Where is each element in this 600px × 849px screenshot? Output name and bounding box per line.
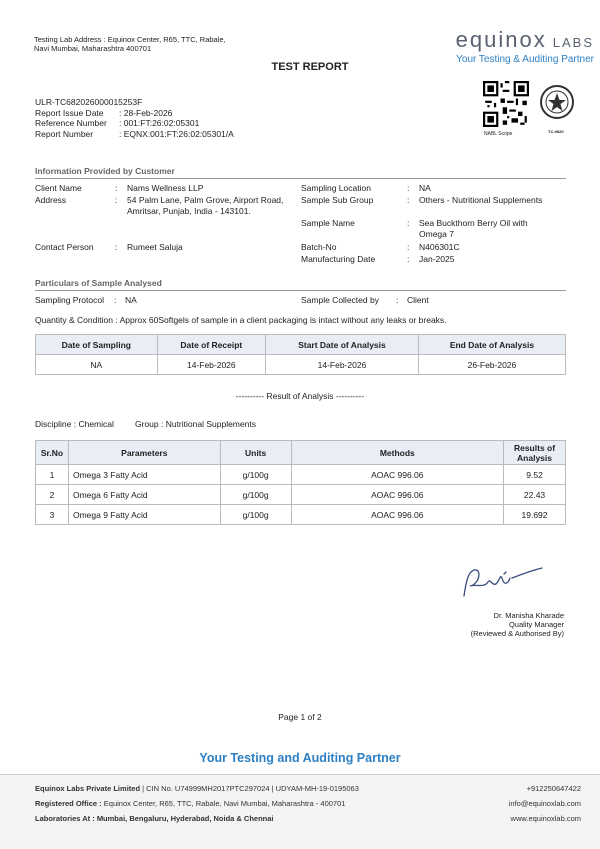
sample-sub-group-value: Others - Nutritional Supplements	[419, 195, 543, 205]
manufacturing-date-label: Manufacturing Date	[301, 254, 376, 264]
colon: :	[407, 254, 410, 264]
issue-date-value: : 28-Feb-2026	[119, 107, 173, 118]
table-cell: 14-Feb-2026	[157, 355, 266, 375]
client-name-value: Nams Wellness LLP	[127, 183, 204, 193]
footer-website[interactable]: www.equinoxlab.com	[510, 814, 581, 823]
particulars-section-heading: Particulars of Sample Analysed	[35, 278, 162, 288]
footer-company-name: Equinox Labs Private Limited	[35, 784, 141, 793]
dates-table	[35, 334, 566, 375]
table-row	[36, 465, 566, 485]
sample-name-line-1: Sea Buckthorn Berry Oil with	[419, 218, 528, 228]
colon: :	[114, 295, 117, 305]
seal-caption: TC-9820	[548, 129, 564, 134]
table-cell: Omega 3 Fatty Acid	[68, 465, 220, 485]
sampling-location-label: Sampling Location	[301, 183, 371, 193]
ulr-number: ULR-TC682026000015253F	[35, 97, 143, 107]
table-row	[36, 505, 566, 525]
table-cell: 3	[36, 505, 69, 525]
table-cell: AOAC 996.06	[291, 485, 504, 505]
signatory-role: Quality Manager	[508, 620, 564, 629]
table-header: Methods	[291, 441, 504, 465]
sample-collected-label: Sample Collected by	[301, 295, 379, 305]
address-line-1: 54 Palm Lane, Palm Grove, Airport Road,	[127, 195, 284, 205]
colon: :	[407, 183, 410, 193]
signatory-block	[471, 611, 564, 638]
batch-no-value: N406301C	[419, 242, 460, 252]
colon: :	[407, 242, 410, 252]
table-header: End Date of Analysis	[418, 335, 565, 355]
footer-office-label: Registered Office :	[35, 799, 102, 808]
contact-person-value: Rumeet Saluja	[127, 242, 183, 252]
report-number-label: Report Number	[35, 128, 94, 139]
sample-name-line-2: Omega 7	[419, 229, 454, 239]
results-table	[35, 440, 566, 525]
footer-office-address: Equinox Center, R65, TTC, Rabale, Navi Mumbai, Maharashtra - 400701	[101, 799, 346, 808]
table-header: Date of Sampling	[36, 335, 158, 355]
sample-collected-value: Client	[407, 295, 429, 305]
sampling-protocol-value: NA	[125, 295, 137, 305]
lab-address: Testing Lab Address : Equinox Center, R65, TTC, Rabale, Navi Mumbai, Maharashtra 400701	[34, 35, 226, 53]
table-cell: 22.43	[504, 485, 566, 505]
issue-date-label: Report Issue Date	[35, 107, 104, 118]
table-row	[36, 355, 566, 375]
table-cell: Omega 6 Fatty Acid	[68, 485, 220, 505]
table-cell: g/100g	[220, 485, 291, 505]
reference-value: : 001:FT:26:02:05301	[119, 118, 200, 128]
colon: :	[407, 195, 410, 205]
customer-section-heading: Information Provided by Customer	[35, 166, 175, 176]
address-line-2: Amritsar, Punjab, India - 143101.	[127, 206, 251, 216]
table-header: Sr.No	[36, 441, 69, 465]
sampling-location-value: NA	[419, 183, 431, 193]
footer-tagline: Your Testing and Auditing Partner	[199, 751, 401, 765]
table-cell: AOAC 996.06	[291, 465, 504, 485]
table-header: Results of Analysis	[504, 441, 566, 465]
logo-tagline: Your Testing & Auditing Partner	[456, 54, 594, 65]
client-name-label: Client Name	[35, 183, 82, 193]
address-label: Address	[35, 195, 67, 205]
table-row	[36, 485, 566, 505]
table-header: Units	[220, 441, 291, 465]
discipline: Discipline : Chemical	[35, 419, 114, 429]
table-header: Parameters	[68, 441, 220, 465]
table-header: Date of Receipt	[157, 335, 266, 355]
table-cell: g/100g	[220, 505, 291, 525]
page-title: TEST REPORT	[271, 61, 349, 73]
logo-name: equinox	[455, 27, 547, 52]
sampling-protocol-label: Sampling Protocol	[35, 295, 104, 305]
table-cell: AOAC 996.06	[291, 505, 504, 525]
footer-company-ids: | CIN No. U74999MH2017PTC297024 | UDYAM-MH-19-0195063	[140, 784, 359, 793]
manufacturing-date-value: Jan-2025	[419, 254, 455, 264]
table-cell: NA	[36, 355, 158, 375]
footer-phone[interactable]: +912250647422	[526, 784, 581, 793]
reference-label: Reference Number	[35, 118, 107, 128]
result-heading: ---------- Result of Analysis ----------	[235, 391, 365, 401]
table-cell: 1	[36, 465, 69, 485]
signature-icon	[456, 560, 548, 604]
table-header-row	[36, 335, 566, 355]
table-cell: 2	[36, 485, 69, 505]
quantity-condition: Quantity & Condition : Approx 60Softgels of sample in a client packaging is intact without any leaks or breaks.	[35, 315, 447, 325]
table-cell: g/100g	[220, 465, 291, 485]
report-number-value: : EQNX:001:FT:26:02:05301/A	[119, 128, 234, 139]
table-cell: 19.692	[504, 505, 566, 525]
table-header-row	[36, 441, 566, 465]
particulars-info	[0, 0, 600, 340]
group: Group : Nutritional Supplements	[135, 419, 256, 429]
contact-person-label: Contact Person	[35, 242, 94, 252]
footer-office	[35, 799, 345, 808]
colon: :	[115, 195, 118, 205]
table-cell: 14-Feb-2026	[266, 355, 419, 375]
footer-company	[35, 784, 359, 793]
table-header: Start Date of Analysis	[266, 335, 419, 355]
page-number: Page 1 of 2	[278, 712, 322, 722]
colon: :	[407, 218, 410, 228]
table-cell: 26-Feb-2026	[418, 355, 565, 375]
logo-labs: LABS	[552, 35, 594, 50]
sample-sub-group-label: Sample Sub Group	[301, 195, 374, 205]
colon: :	[396, 295, 399, 305]
footer-labs: Laboratories At : Mumbai, Bengaluru, Hyderabad, Noida & Chennai	[35, 814, 274, 823]
signatory-note: (Reviewed & Authorised By)	[470, 629, 564, 638]
qr-caption: NABL Scope	[484, 131, 513, 137]
signatory-name: Dr. Manisha Kharade	[493, 611, 564, 620]
batch-no-label: Batch-No	[301, 242, 337, 252]
table-cell: 9.52	[504, 465, 566, 485]
table-cell: Omega 9 Fatty Acid	[68, 505, 220, 525]
colon: :	[115, 183, 118, 193]
footer-email[interactable]: info@equinoxlab.com	[508, 799, 581, 808]
sample-name-label: Sample Name	[301, 218, 355, 228]
colon: :	[115, 242, 118, 252]
